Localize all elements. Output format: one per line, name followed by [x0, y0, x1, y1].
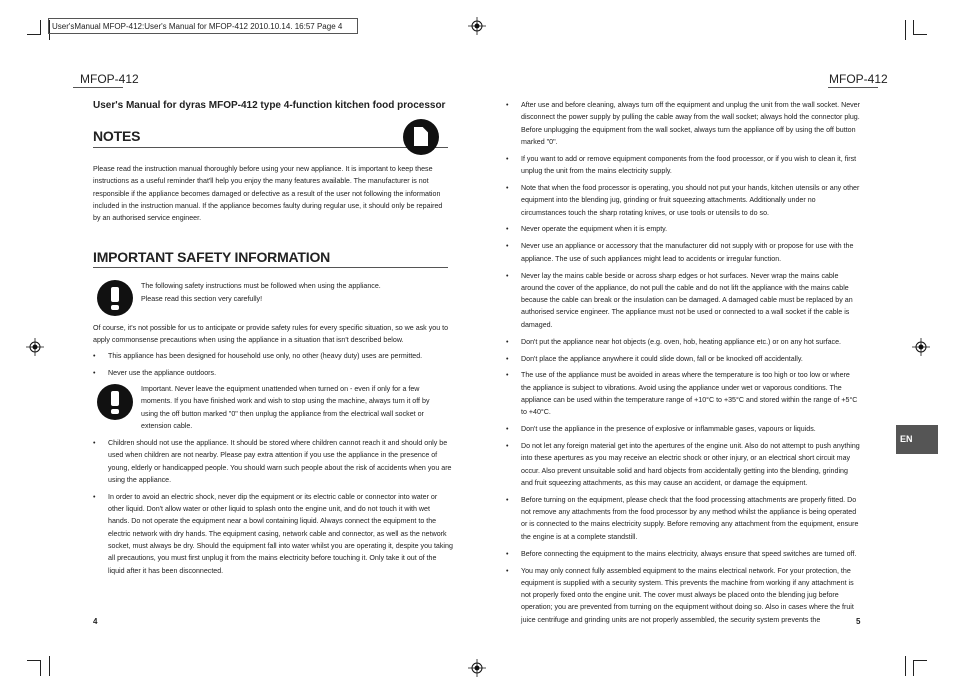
header-rule-right [828, 87, 878, 88]
list-item: • Before turning on the equipment, please check that the food processing attachments are properly fitted. Do not remove any attachments from the food processor by any method whilst the appliance is being operated or is connected to the mains electricity supply. Before removing any attachment from the equipment, ensure the engine is at a complete standstill. [506, 494, 860, 543]
safety-list-a [93, 350, 453, 384]
list-item: • In order to avoid an electric shock, never dip the equipment or its electric cable or connector into water or other liquid. Don't allow water or other liquid to splash onto the engine unit, and do not touch it with wet hands. Do not operate the equipment near a bowl containing liquid. Always connect the equipment to the electric network with dry hands. The equipment casing, network cable and connector, as well as the network socket, must always be dry. Should the equipment fall into water whilst you are operating it, despite you taking all precautions, you must first unplug it from the mains electricity before touching it. Only take it out of the liquid after it has been disconnected. [93, 491, 453, 577]
crop-mark [913, 34, 927, 35]
registration-mark-icon [468, 17, 486, 35]
crop-mark [27, 660, 41, 661]
list-item: • Don't put the appliance near hot objects (e.g. oven, hob, heating appliance etc.) or on any hot surface. [506, 336, 860, 348]
warning-exclamation-icon [97, 384, 133, 420]
list-item: • Do not let any foreign material get into the apertures of the engine unit. Also do not attempt to push anything into these apertures as you may receive an electric shock or other injury, or an electrical short circuit may occur. Also prevent unsuitable solid and hard objects from accidentally getting into the blending, grinding and fruit squeezing attachments, as this may cause an accident, or damage the equipment. [506, 440, 860, 489]
list-item: • The use of the appliance must be avoided in areas where the temperature is too high or too low or where the appliance is subject to vibrations. Avoid using the appliance under wet or vaporous conditions. The appliance can be used within the temperature range of +10°C to +35°C and stored within the range of +5°C to +40°C. [506, 369, 860, 418]
safety-intro-text: Of course, it's not possible for us to anticipate or provide safety rules for every specific situation, so we ask you to apply commonsense precautions when using the appliance in a situation that isn't described below. [93, 324, 449, 345]
notes-heading: NOTES [93, 128, 141, 144]
crop-mark [905, 20, 906, 40]
safety-list-right [506, 99, 860, 631]
page-number-left: 4 [93, 617, 98, 626]
model-header-left: MFOP-412 [80, 72, 139, 86]
list-item: • Don't place the appliance anywhere it could slide down, fall or be knocked off accidentally. [506, 353, 860, 365]
list-item: • You may only connect fully assembled equipment to the mains electrical network. For your protection, the equipment is supplied with a security system. This prevents the machine from working if any attachment is not properly fixed onto the engine unit. The cover must always be placed onto the blending jug before operation; you are prevented from turning on the equipment without doing so. Also in cases where the fruit juice centrifuge and grinding units are not properly assembled, the security system prevents the [506, 565, 860, 626]
safety-heading-rule [93, 267, 448, 268]
crop-mark [49, 656, 50, 676]
crop-mark [913, 660, 914, 676]
safety-list-b [93, 437, 453, 581]
crop-mark [905, 656, 906, 676]
list-item: • Children should not use the appliance. It should be stored where children cannot reach it and should only be used when children are not nearby. Please pay extra attention if you use the appliance in the presence of young, elderly or handicapped people. You should warn such people about the risk of accidents when you are using the appliance. [93, 437, 453, 486]
list-item: • Before connecting the equipment to the mains electricity, always ensure that speed switches are turned off. [506, 548, 860, 560]
list-item: • Never operate the equipment when it is empty. [506, 223, 860, 235]
list-item: • If you want to add or remove equipment components from the food processor, or if you wish to clean it, first unplug the unit from the mains electricity supply. [506, 153, 860, 178]
crop-mark [40, 660, 41, 676]
list-item: • Never lay the mains cable beside or across sharp edges or hot surfaces. Never wrap the mains cable around the cover of the appliance, do not pull the cable and do not lift the appliance with the mains cable because the cable can break or the insulation can be damaged. A damaged cable must be replaced by an authorised service engineer. The appliance must not be used or connected to a wall socket if the cable is damaged. [506, 270, 860, 331]
notes-heading-rule [93, 147, 448, 148]
warning-intro-line1: The following safety instructions must be followed when using the appliance. [141, 282, 381, 290]
list-item: • Never use an appliance or accessory that the manufacturer did not supply with or propose for use with the appliance. The use of such appliances might lead to accidents or irregular function. [506, 240, 860, 265]
registration-mark-icon [468, 659, 486, 677]
warning-intro-line2: Please read this section very carefully! [141, 295, 263, 303]
registration-mark-icon [26, 338, 44, 356]
manual-subtitle: User's Manual for dyras MFOP-412 type 4-function kitchen food processor [93, 100, 446, 111]
list-item: • Don't use the appliance in the presence of explosive or inflammable gases, vapours or liquids. [506, 423, 860, 435]
list-item: • Note that when the food processor is operating, you should not put your hands, kitchen utensils or any other equipment into the blending jug, grinding or fruit squeezing attachments. Additionally under no circumstances touch the sharp rotating knives, or use tools or utensils to do so. [506, 182, 860, 219]
list-item: • This appliance has been designed for household use only, no other (heavy duty) uses are permitted. [93, 350, 453, 362]
notes-text: Please read the instruction manual thoroughly before using your new appliance. It is important to keep these instructions as a useful reminder that'll help you enjoy the many features available. The manufacturer is not responsible if the appliance becomes damaged or defective as a result of the user not following the information included in the instruction manual. If the appliance becomes faulty during regular use, it should only be repaired by an authorised service engineer. [93, 165, 443, 223]
page-number-right: 5 [856, 617, 861, 626]
crop-mark [27, 34, 41, 35]
header-rule-left [73, 87, 123, 88]
list-item: • After use and before cleaning, always turn off the equipment and unplug the unit from the wall socket. Never disconnect the power supply by pulling the cable away from the wall socket; always hold the connector plug. Before unplugging the equipment from the wall socket, always turn the appliance off by using the off button marked "0". [506, 99, 860, 148]
crop-mark [40, 20, 41, 34]
note-document-icon [403, 119, 439, 155]
list-item: • Never use the appliance outdoors. [93, 367, 453, 379]
language-tab-en[interactable]: EN [896, 425, 938, 454]
print-slug: User'sManual MFOP-412:User's Manual for MFOP-412 2010.10.14. 16:57 Page 4 [48, 18, 358, 34]
warning-exclamation-icon [97, 280, 133, 316]
warning-unattended-text: Important. Never leave the equipment unattended when turned on - even if only for a few moments. If you have finished work and wish to stop using the machine, always turn it off by using the off button marked "0" then unplug the appliance from the electrical wall socket or extension cable. [141, 385, 430, 430]
crop-mark [913, 660, 927, 661]
model-header-right: MFOP-412 [829, 72, 888, 86]
registration-mark-icon [912, 338, 930, 356]
crop-mark [913, 20, 914, 34]
safety-heading: IMPORTANT SAFETY INFORMATION [93, 249, 331, 265]
